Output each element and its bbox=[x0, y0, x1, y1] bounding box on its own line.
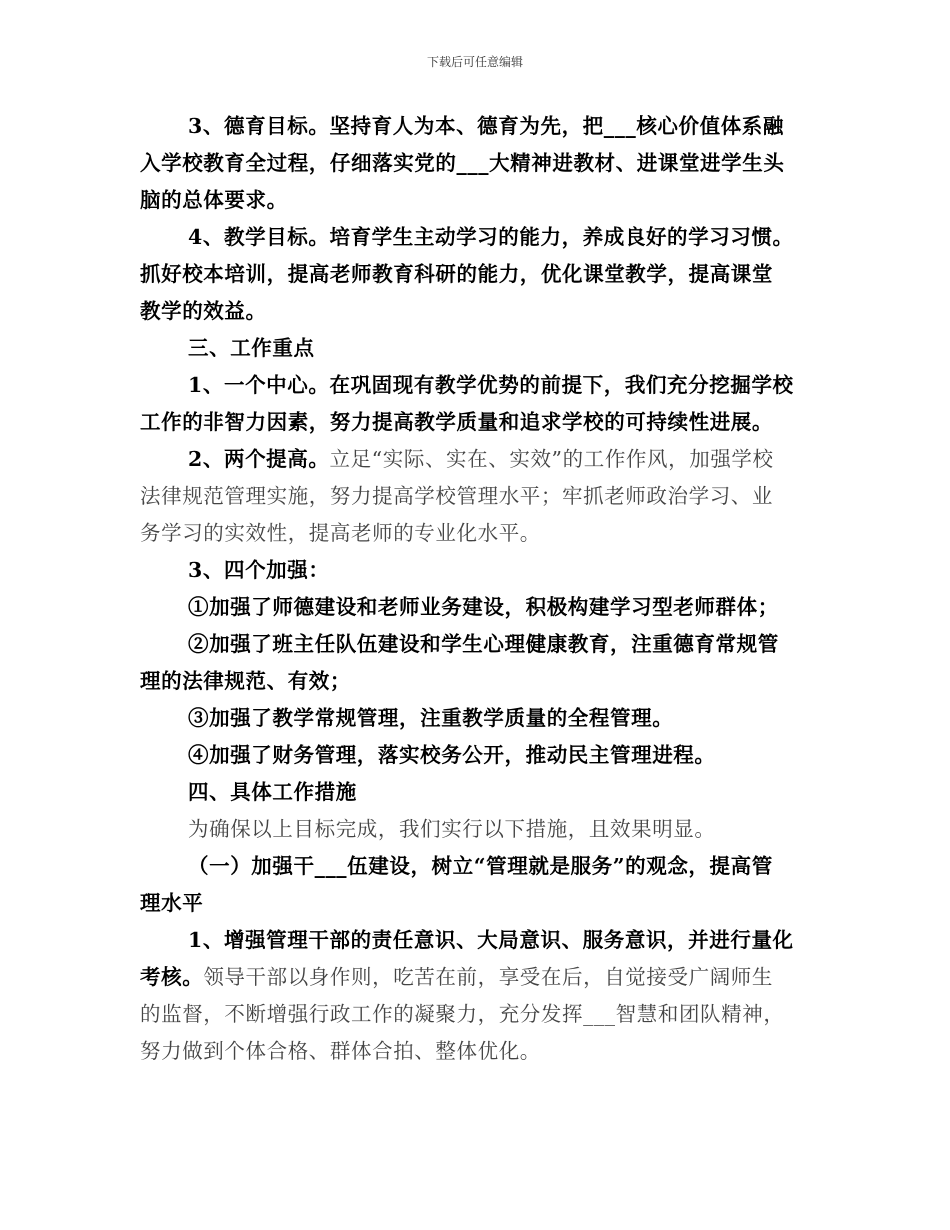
bold-text: （一）加强干___伍建设，树立“管理就是服务”的观念，提高管 bbox=[188, 854, 773, 878]
bold-text: ②加强了班主任队伍建设和学生心理健康教育，注重德育常规管 bbox=[188, 632, 779, 656]
bold-text: 工作的非智力因素，努力提高教学质量和追求学校的可持续性进展。 bbox=[140, 410, 773, 434]
page-header: 下载后可任意编辑 bbox=[426, 55, 523, 69]
bold-text: 1、增强管理干部的责任意识、大局意识、服务意识，并进行量化 bbox=[188, 928, 794, 952]
plain-text: 的监督，不断增强行政工作的凝聚力，充分发挥___智慧和团队精神， bbox=[140, 1002, 785, 1026]
text-line bbox=[140, 774, 812, 811]
bold-text: ④加强了财务管理，落实校务公开，推动民主管理进程。 bbox=[188, 743, 716, 767]
text-line bbox=[140, 256, 812, 293]
plain-text: 立足“实际、实在、实效”的工作作风，加强学校 bbox=[329, 447, 774, 471]
text-line bbox=[140, 367, 812, 404]
text-line bbox=[140, 293, 812, 330]
text-line bbox=[140, 219, 812, 256]
text-line bbox=[140, 626, 812, 663]
text-line bbox=[140, 848, 812, 885]
bold-text: 1、一个中心。在巩固现有教学优势的前提下，我们充分挖掘学校 bbox=[188, 373, 794, 397]
bold-text: 4、教学目标。培育学生主动学习的能力，养成良好的学习习惯。 bbox=[188, 225, 794, 249]
bold-text: 三、工作重点 bbox=[188, 336, 315, 360]
bold-text: ①加强了师德建设和老师业务建设，积极构建学习型老师群体； bbox=[188, 595, 779, 619]
text-line bbox=[140, 663, 812, 700]
text-line bbox=[140, 885, 812, 922]
bold-text: 抓好校本培训，提高老师教育科研的能力，优化课堂教学，提高课堂 bbox=[140, 262, 773, 286]
text-line bbox=[140, 552, 812, 589]
document-body bbox=[140, 108, 812, 1070]
text-line bbox=[140, 1033, 812, 1070]
plain-text: 务学习的实效性，提高老师的专业化水平。 bbox=[140, 521, 541, 545]
text-line bbox=[140, 145, 812, 182]
bold-text: ③加强了教学常规管理，注重教学质量的全程管理。 bbox=[188, 706, 674, 730]
plain-text: 为确保以上目标完成，我们实行以下措施，且效果明显。 bbox=[188, 817, 716, 841]
text-line bbox=[140, 330, 812, 367]
text-line bbox=[140, 589, 812, 626]
text-line bbox=[140, 478, 812, 515]
bold-text: 四、具体工作措施 bbox=[188, 780, 357, 804]
bold-text: 考核。 bbox=[140, 965, 204, 989]
bold-text: 理的法律规范、有效； bbox=[140, 669, 351, 693]
bold-text: 教学的效益。 bbox=[140, 299, 267, 323]
plain-text: 努力做到个体合格、群体合拍、整体优化。 bbox=[140, 1039, 541, 1063]
text-line bbox=[140, 108, 812, 145]
bold-text: 3、德育目标。坚持育人为本、德育为先，把___核心价值体系融 bbox=[188, 114, 785, 138]
bold-text: 2、两个提高。 bbox=[188, 447, 330, 471]
text-line bbox=[140, 922, 812, 959]
text-line bbox=[140, 182, 812, 219]
text-line bbox=[140, 515, 812, 552]
plain-text: 法律规范管理实施，努力提高学校管理水平；牢抓老师政治学习、业 bbox=[140, 484, 773, 508]
bold-text: 脑的总体要求。 bbox=[140, 188, 288, 212]
text-line bbox=[140, 404, 812, 441]
text-line bbox=[140, 737, 812, 774]
text-line bbox=[140, 996, 812, 1033]
text-line bbox=[140, 811, 812, 848]
text-line bbox=[140, 441, 812, 478]
plain-text: 领导干部以身作则，吃苦在前，享受在后，自觉接受广阔师生 bbox=[203, 965, 774, 989]
bold-text: 理水平 bbox=[140, 891, 204, 915]
bold-text: 3、四个加强： bbox=[188, 558, 330, 582]
text-line bbox=[140, 700, 812, 737]
text-line bbox=[140, 959, 812, 996]
bold-text: 入学校教育全过程，仔细落实党的___大精神进教材、进课堂进学生头 bbox=[140, 151, 785, 175]
